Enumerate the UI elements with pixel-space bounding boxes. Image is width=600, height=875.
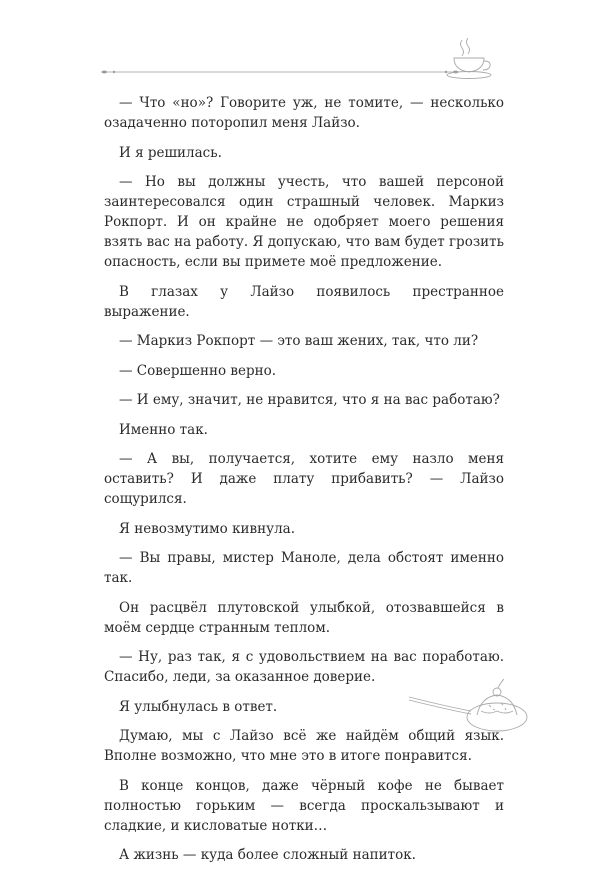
- paragraph: А жизнь — куда более сложный напиток.: [119, 847, 416, 863]
- paragraph: — Но вы должны учесть, что вашей персоной заинтересовался один страшный человек. Маркиз Рокпорт. И он крайне не одобряет моего решения взять вас на работу. Я допускаю, что вам будет грозить опасность, если вы примете моё предложение.: [104, 174, 504, 270]
- page-text: [104, 93, 504, 875]
- paragraph: Я улыбнулась в ответ.: [119, 698, 278, 715]
- header-rule: [100, 67, 460, 77]
- paragraph: Именно так.: [119, 421, 208, 438]
- paragraph: Думаю, мы с Лайзо всё же найдём общий язык. Вполне возможно, что мне это в итоге понравится.: [104, 728, 504, 764]
- paragraph: В конце концов, даже чёрный кофе не бывает полностью горьким — всегда проскальзывают и сладкие, и кисловатые нотки…: [104, 777, 504, 834]
- paragraph: — Совершенно верно.: [119, 362, 277, 379]
- paragraph: — Что «но»? Говорите уж, не томите, — несколько озадаченно поторопил меня Лайзо.: [104, 95, 504, 131]
- coffee-cup-icon: [440, 34, 500, 80]
- paragraph: — Вы правы, мистер Маноле, дела обстоят именно так.: [104, 550, 504, 586]
- paragraph: — А вы, получается, хотите ему назло меня оставить? И даже плату прибавить? — Лайзо сощурился.: [104, 451, 504, 507]
- dessert-spoon-icon: [405, 675, 535, 737]
- paragraph: Я невозмутимо кивнула.: [119, 520, 295, 537]
- paragraph: — И ему, значит, не нравится, что я на вас работаю?: [119, 392, 500, 408]
- paragraph: В глазах у Лайзо появилось престранное выражение.: [104, 283, 504, 320]
- paragraph: — Ну, раз так, я с удовольствием на вас поработаю. Спасибо, леди, за оказанное доверие.: [104, 649, 504, 685]
- paragraph: Он расцвёл плутовской улыбкой, отозвавшейся в моём сердце странным теплом.: [104, 599, 504, 636]
- paragraph: — Маркиз Рокпорт — это ваш жених, так, что ли?: [119, 333, 479, 349]
- paragraph: И я решилась.: [119, 144, 222, 161]
